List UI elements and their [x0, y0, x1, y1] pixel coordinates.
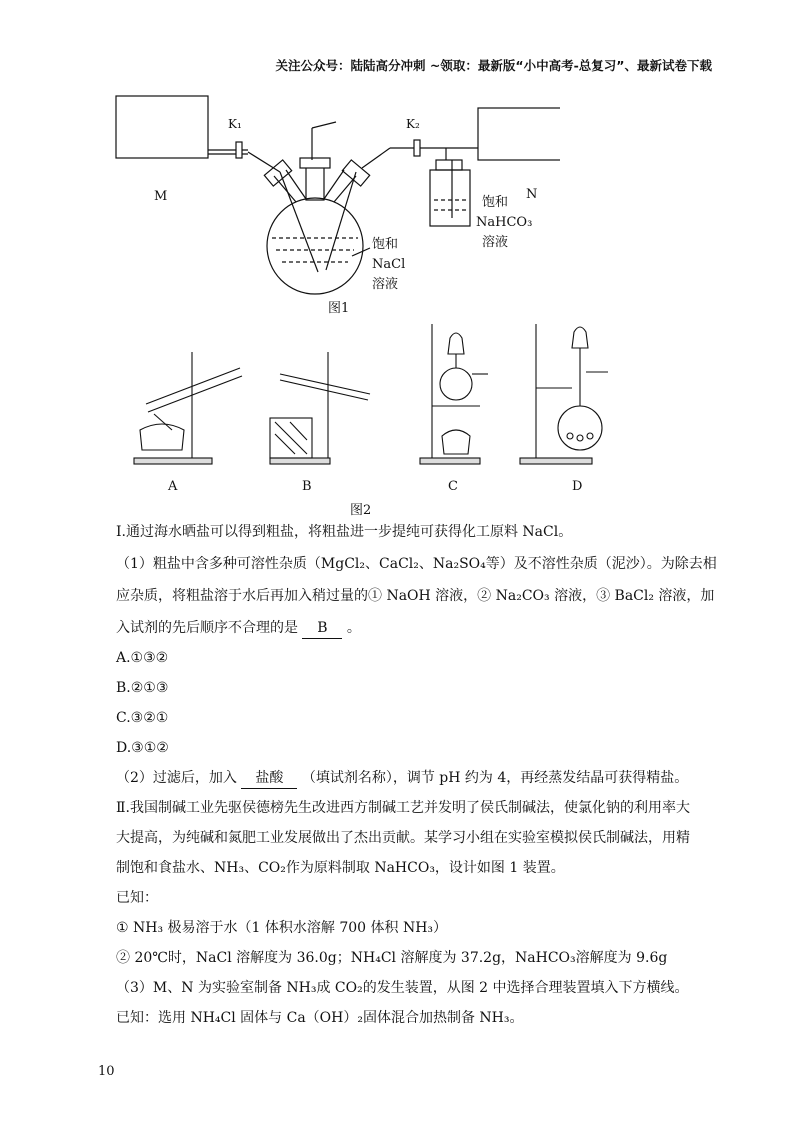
q2-pre: （2）过滤后，加入: [116, 770, 237, 786]
label-m: M: [154, 189, 168, 204]
known-1: ① NH₃ 极易溶于水（1 体积水溶解 700 体积 NH₃）: [116, 920, 448, 936]
flask-label-3: 溶液: [372, 277, 399, 292]
q1-line3: [116, 618, 361, 639]
section2-line1: Ⅱ.我国制碱工业先驱侯德榜先生改进西方制碱工艺并发明了侯氏制碱法，使氯化钠的利用率大: [116, 800, 690, 816]
flask-label-1: 饱和: [372, 237, 399, 252]
q2-post: （填试剂名称），调节 pH 约为 4，再经蒸发结晶可获得精盐。: [301, 770, 689, 786]
fig2-label-c: C: [448, 479, 458, 494]
flask-label-2: NaCl: [372, 257, 406, 272]
page-header: 关注公众号：陆陆高分冲刺 ~领取：最新版“小中高考-总复习”、最新试卷下载: [275, 58, 712, 73]
q1-answer: B: [302, 618, 342, 639]
q1-line1: （1）粗盐中含多种可溶性杂质（MgCl₂、CaCl₂、Na₂SO₄等）及不溶性杂质（泥沙）。为除去相: [116, 556, 717, 572]
q2-answer: 盐酸: [241, 768, 297, 789]
fig1-caption: 图1: [328, 301, 350, 316]
option-b: B.②①③: [116, 680, 169, 696]
bottle-label-3: 溶液: [482, 235, 509, 250]
section2-line3: 制饱和食盐水、NH₃、CO₂作为原料制取 NaHCO₃，设计如图 1 装置。: [116, 860, 565, 876]
fig2-label-d: D: [572, 479, 583, 494]
q1-line3-pre: 入试剂的先后顺序不合理的是: [116, 620, 298, 636]
q2-line: [116, 768, 688, 789]
section1-intro: Ⅰ.通过海水晒盐可以得到粗盐，将粗盐进一步提纯可获得化工原料 NaCl。: [116, 524, 573, 540]
q1-line3-post: 。: [346, 620, 361, 636]
q3-line: （3）M、N 为实验室制备 NH₃成 CO₂的发生装置，从图 2 中选择合理装置填入下方横线。: [116, 980, 689, 996]
section2-line2: 大提高，为纯碱和氮肥工业发展做出了杰出贡献。某学习小组在实验室模拟侯氏制碱法，用精: [116, 830, 690, 846]
page-number: 10: [98, 1064, 115, 1079]
figure-2: [120, 318, 640, 518]
option-a: A.①③②: [116, 650, 169, 666]
label-n: N: [526, 187, 538, 202]
option-d: D.③①②: [116, 740, 169, 756]
fig2-caption: 图2: [350, 503, 372, 518]
option-c: C.③②①: [116, 710, 169, 726]
bottle-label-2: NaHCO₃: [476, 215, 533, 230]
known-2: ② 20℃时，NaCl 溶解度为 36.0g；NH₄Cl 溶解度为 37.2g，NaHCO₃溶解度为 9.6g: [116, 950, 668, 966]
known-3: 已知：选用 NH₄Cl 固体与 Ca（OH）₂固体混合加热制备 NH₃。: [116, 1010, 524, 1026]
figure-1: [100, 88, 560, 318]
fig2-label-b: B: [302, 479, 312, 494]
box-n: [478, 108, 560, 160]
label-k1: K₁: [228, 117, 242, 131]
bottle-label-1: 饱和: [482, 195, 509, 210]
box-m: [116, 96, 208, 158]
label-k2: K₂: [406, 117, 420, 131]
fig2-label-a: A: [168, 479, 178, 494]
known-title: 已知：: [116, 890, 158, 906]
q1-line2: 应杂质，将粗盐溶于水后再加入稍过量的① NaOH 溶液，② Na₂CO₃ 溶液，③ BaCl₂ 溶液，加: [116, 588, 715, 604]
